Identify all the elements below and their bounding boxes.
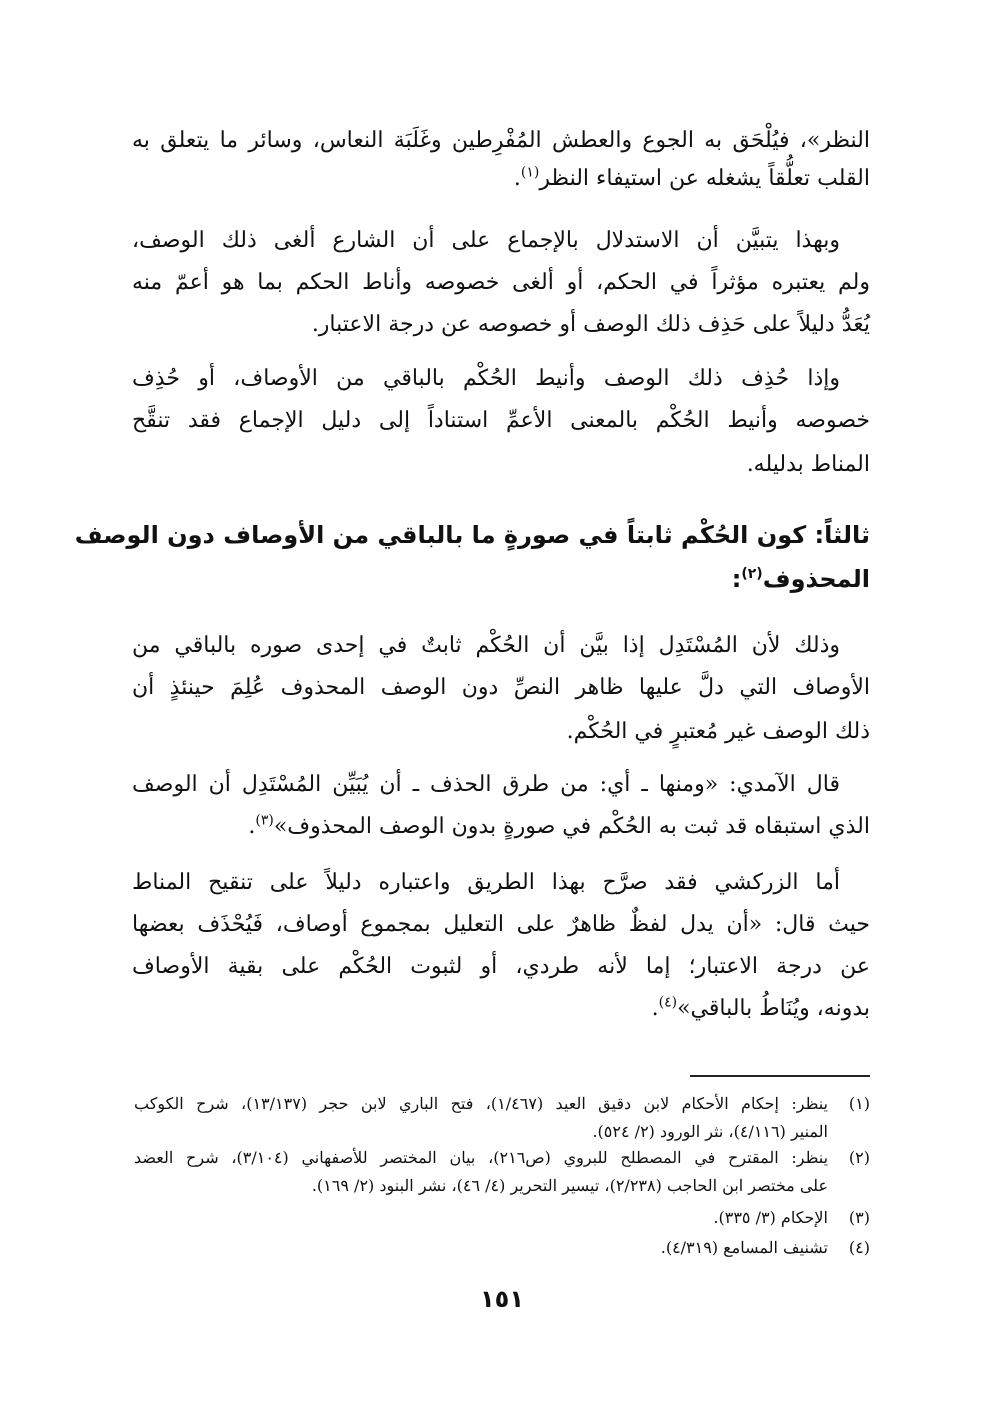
footnote-1-line-2: المنير (٤/١١٦)، نثر الورود (٢/ ٥٢٤). bbox=[592, 1122, 828, 1141]
footnote-3-number: (٣) bbox=[848, 1208, 870, 1227]
paragraph-5-line-2-end: . bbox=[248, 814, 256, 839]
paragraph-4-line-2: الأوصاف التي دلَّ عليها ظاهر النصِّ دون الوصف المحذوف عُلِمَ حينئذٍ أن bbox=[132, 675, 870, 700]
paragraph-1-line-1: النظر»، فيُلْحَق به الجوع والعطش المُفْرِطين وغَلَبَة النعاس، وسائر ما يتعلق به bbox=[132, 128, 870, 153]
page-number: ١٥١ bbox=[480, 1285, 524, 1313]
footnote-marker-2[interactable]: (٢) bbox=[741, 566, 763, 582]
section-heading-line-2-end: : bbox=[731, 565, 742, 593]
footnote-3 bbox=[134, 1204, 870, 1232]
footnote-4-number: (٤) bbox=[848, 1238, 870, 1257]
paragraph-1-line-2 bbox=[132, 160, 870, 198]
section-heading-line-2 bbox=[132, 560, 870, 598]
section-heading-line-2-text: المحذوف bbox=[762, 565, 870, 593]
footnote-1 bbox=[134, 1090, 870, 1146]
footnote-2-line-2: على مختصر ابن الحاجب (٢/٢٣٨)، تيسير التحرير (٤/ ٤٦)، نشر البنود (٢/ ١٦٩). bbox=[311, 1176, 828, 1195]
footnote-2-line-1: ينظر: المقترح في المصطلح للبروي (ص٢١٦)، بيان المختصر للأصفهاني (٣/١٠٤)، شرح العضد bbox=[134, 1148, 829, 1167]
paragraph-6-line-4-end: . bbox=[651, 996, 659, 1021]
footnote-separator bbox=[690, 1075, 870, 1077]
paragraph-2-line-2: ولم يعتبره مؤثراً في الحكم، أو ألغى خصوصه وأناط الحكم بما هو أعمّ منه bbox=[132, 270, 870, 295]
footnote-1-number: (١) bbox=[848, 1094, 870, 1113]
paragraph-6-line-2: حيث قال: «أن يدل لفظٌ ظاهرٌ على التعليل بمجموع أوصاف، فَيُحْذَف بعضها bbox=[132, 912, 870, 937]
paragraph-6-line-4 bbox=[132, 990, 870, 1028]
paragraph-6-line-1: أما الزركشي فقد صرَّح بهذا الطريق واعتباره دليلاً على تنقيح المناط bbox=[132, 870, 840, 895]
paragraph-3-line-1: وإذا حُذِف ذلك الوصف وأنيط الحُكْم بالباقي من الأوصاف، أو حُذِف bbox=[132, 366, 840, 391]
paragraph-6-line-4-text: بدونه، ويُنَاطُ بالباقي» bbox=[677, 996, 870, 1021]
paragraph-5-line-2 bbox=[132, 808, 870, 846]
paragraph-1-line-2-text: القلب تعلُّقاً يشغله عن استيفاء النظر bbox=[539, 166, 870, 191]
paragraph-3-line-2: خصوصه وأنيط الحُكْم بالمعنى الأعمِّ استناداً إلى دليل الإجماع فقد تنقَّح bbox=[132, 408, 870, 433]
paragraph-5-line-2-text: الذي استبقاه قد ثبت به الحُكْم في صورةٍ بدون الوصف المحذوف» bbox=[273, 814, 870, 839]
footnote-4 bbox=[134, 1234, 870, 1262]
footnote-4-line-1: تشنيف المسامع (٤/٣١٩). bbox=[660, 1238, 828, 1257]
paragraph-2-line-1: وبهذا يتبيَّن أن الاستدلال بالإجماع على أن الشارع ألغى ذلك الوصف، bbox=[132, 228, 840, 253]
paragraph-5-line-1: قال الآمدي: «ومنها ـ أي: من طرق الحذف ـ أن يُبَيِّن المُسْتَدِل أن الوصف bbox=[132, 772, 840, 797]
paragraph-1-line-2-end: . bbox=[513, 166, 521, 191]
footnote-2-number: (٢) bbox=[848, 1148, 870, 1167]
paragraph-3-line-3: المناط بدليله. bbox=[746, 452, 870, 477]
section-heading-line-1: ثالثاً: كون الحُكْم ثابتاً في صورةٍ ما بالباقي من الأوصاف دون الوصف bbox=[74, 521, 870, 549]
footnote-marker-4[interactable]: (٤) bbox=[658, 994, 678, 1011]
paragraph-6-line-3: عن درجة الاعتبار؛ إما لأنه طردي، أو لثبوت الحُكْم على بقية الأوصاف bbox=[132, 954, 870, 979]
paragraph-2-line-3: يُعَدُّ دليلاً على حَذِف ذلك الوصف أو خصوصه عن درجة الاعتبار. bbox=[311, 312, 870, 337]
footnote-marker-3[interactable]: (٣) bbox=[255, 812, 274, 829]
footnote-1-line-1: ينظر: إحكام الأحكام لابن دقيق العيد (١/٤٦٧)، فتح الباري لابن حجر (١٣/١٣٧)، شرح الكوكب bbox=[134, 1094, 828, 1113]
paragraph-4-line-3: ذلك الوصف غير مُعتبرٍ في الحُكْم. bbox=[566, 719, 870, 744]
footnote-2 bbox=[134, 1144, 870, 1200]
paragraph-4-line-1: وذلك لأن المُسْتَدِل إذا بيَّن أن الحُكْم ثابتٌ في إحدى صوره بالباقي من bbox=[132, 633, 840, 658]
footnote-3-line-1: الإحكام (٣/ ٣٣٥). bbox=[713, 1208, 828, 1227]
footnote-marker-1[interactable]: (١) bbox=[520, 164, 540, 181]
